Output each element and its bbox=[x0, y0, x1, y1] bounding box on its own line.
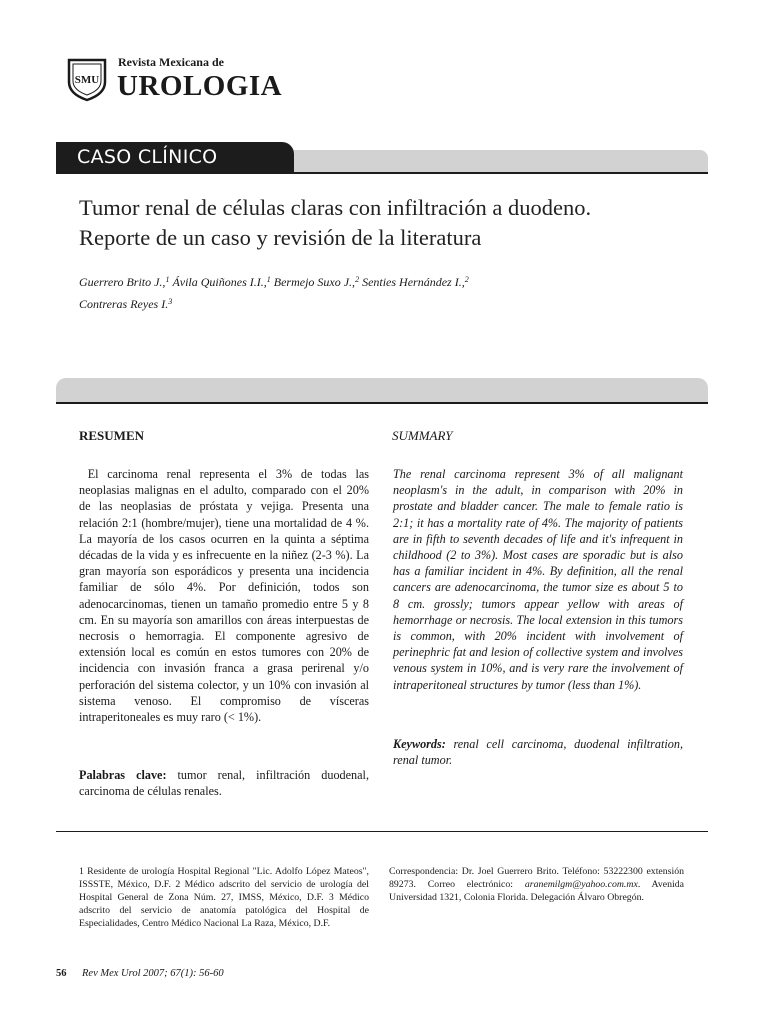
author-affiliation: 1 bbox=[266, 275, 271, 284]
section-band bbox=[56, 142, 708, 172]
page-number: 56 bbox=[56, 968, 67, 979]
resumen-heading: RESUMEN bbox=[79, 428, 145, 443]
resumen-paragraph bbox=[79, 466, 369, 725]
journal-logo-shield-icon bbox=[66, 56, 108, 102]
section-rule bbox=[56, 172, 708, 174]
keywords-text: tumor renal, infiltración duodenal, carcinoma de células renales. bbox=[79, 768, 369, 799]
keywords-label: Keywords: bbox=[393, 737, 446, 751]
section-label: CASO CLÍNICO bbox=[77, 146, 218, 168]
author-line-1 bbox=[79, 270, 599, 292]
correspondence-text: Correspondencia: Dr. Joel Guerrero Brito. Teléfono: 53222300 extensión 89273. Correo electrónico: bbox=[389, 866, 684, 890]
summary-heading: SUMMARY bbox=[392, 428, 453, 443]
abstract-rule bbox=[56, 402, 708, 404]
resumen-keywords bbox=[79, 767, 369, 799]
author-list bbox=[79, 270, 599, 314]
resumen-text: El carcinoma renal representa el 3% de todas las neoplasias malignas en el adulto, comparado con el 20% de las neoplasias de próstata y vejiga. Presenta una relación 2:1 (hombre/mujer), tiene una mortalidad de 4 %. La mayoría de los casos ocurren en la quinta a séptima décadas de la vida y es infrecuente en la niñez (2-3 %). La gran mayoría son esporádicos y presenta una incidencia familiar de sólo 4%. Por definición, todos son adenocarcinomas, tienen un tamaño promedio entre 5 y 8 cm. En su mayoría son amarillos con áreas interpuestas de necrosis o hemorragia. El componente agresivo de extensión local es común en estos tumores con 20% de incidencia con invasión franca a grasa perirenal y/o perforación del sistema colector, y un 10% con invasión al sistema venoso. El compromiso de vísceras intraperitoneales es muy raro (< 1%). bbox=[79, 467, 369, 725]
author-name: Guerrero Brito J., bbox=[79, 275, 166, 289]
keywords-text: renal cell carcinoma, duodenal infiltration, renal tumor. bbox=[393, 737, 683, 768]
author-affiliation: 2 bbox=[355, 275, 360, 284]
correspondence-address: . Avenida Universidad 1321, Colonia Florida. Delegación Álvaro Obregón. bbox=[389, 879, 685, 903]
summary-paragraph: The renal carcinoma represent 3% of all malignant neoplasm's in the adult, in comparison with 20% in prostate and bladder cancer. The male to female ratio is 2:1; it has a mortality rate of 4%. The majority of patients are in fifth to seventh decades of life and it's infrequent in childhood (2 to 3%). Most cases are sporadic but is also has a familiar incident in 4%. By definition, all the renal cancers are adenocarcinoma, the tumor size es about 5 to 8 cm. grossly; tumors appear yellow with areas of hemorrhage or necrosis. The local extension in this tumors is common, with 20% incident with involvement of perinephric fat and lesion of collective system and involves venous system in 10%, and is very rare the involvement of intraperitoneal structures by tumor (less than 1%). bbox=[393, 467, 683, 692]
email-link[interactable]: aranemilgm@yahoo.com.mx bbox=[524, 879, 638, 890]
article-title-line-2: Reporte de un caso y revisión de la literatura bbox=[79, 225, 482, 250]
footnote-rule bbox=[56, 831, 708, 832]
journal-name-small: Revista Mexicana de bbox=[118, 55, 224, 69]
correspondence-footnote bbox=[389, 865, 684, 904]
section-band-grey bbox=[286, 150, 708, 172]
author-name: Contreras Reyes I. bbox=[79, 297, 169, 311]
author-line-2 bbox=[79, 292, 599, 314]
author-affiliation: 3 bbox=[168, 297, 173, 306]
journal-citation: Rev Mex Urol 2007; 67(1): 56-60 bbox=[82, 968, 224, 979]
abstract-band bbox=[56, 378, 708, 402]
author-name: Senties Hernández I., bbox=[359, 275, 465, 289]
article-title-line-1: Tumor renal de células claras con infiltración a duodeno. bbox=[79, 195, 592, 220]
author-name: Bermejo Suxo J., bbox=[270, 275, 356, 289]
author-affiliation: 1 bbox=[165, 275, 170, 284]
keywords-label: Palabras clave: bbox=[79, 768, 167, 782]
svg-text:SMU: SMU bbox=[74, 74, 100, 86]
affiliations-footnote: 1 Residente de urología Hospital Regional "Lic. Adolfo López Mateos", ISSSTE, México, D.F. 2 Médico adscrito del servicio de urología del Hospital General de Zona Núm. 27, IMSS, México, D.F. 3 Médico adscrito del servicio de anatomía patológica del Hospital de Especialidades, Centro Médico Nacional La Raza, México, D.F. bbox=[79, 866, 369, 929]
article-title bbox=[79, 193, 699, 253]
summary-keywords bbox=[393, 736, 683, 768]
author-affiliation: 2 bbox=[464, 275, 469, 284]
journal-name-large: UROLOGIA bbox=[117, 70, 283, 102]
author-name: Ávila Quiñones I.I., bbox=[169, 275, 267, 289]
